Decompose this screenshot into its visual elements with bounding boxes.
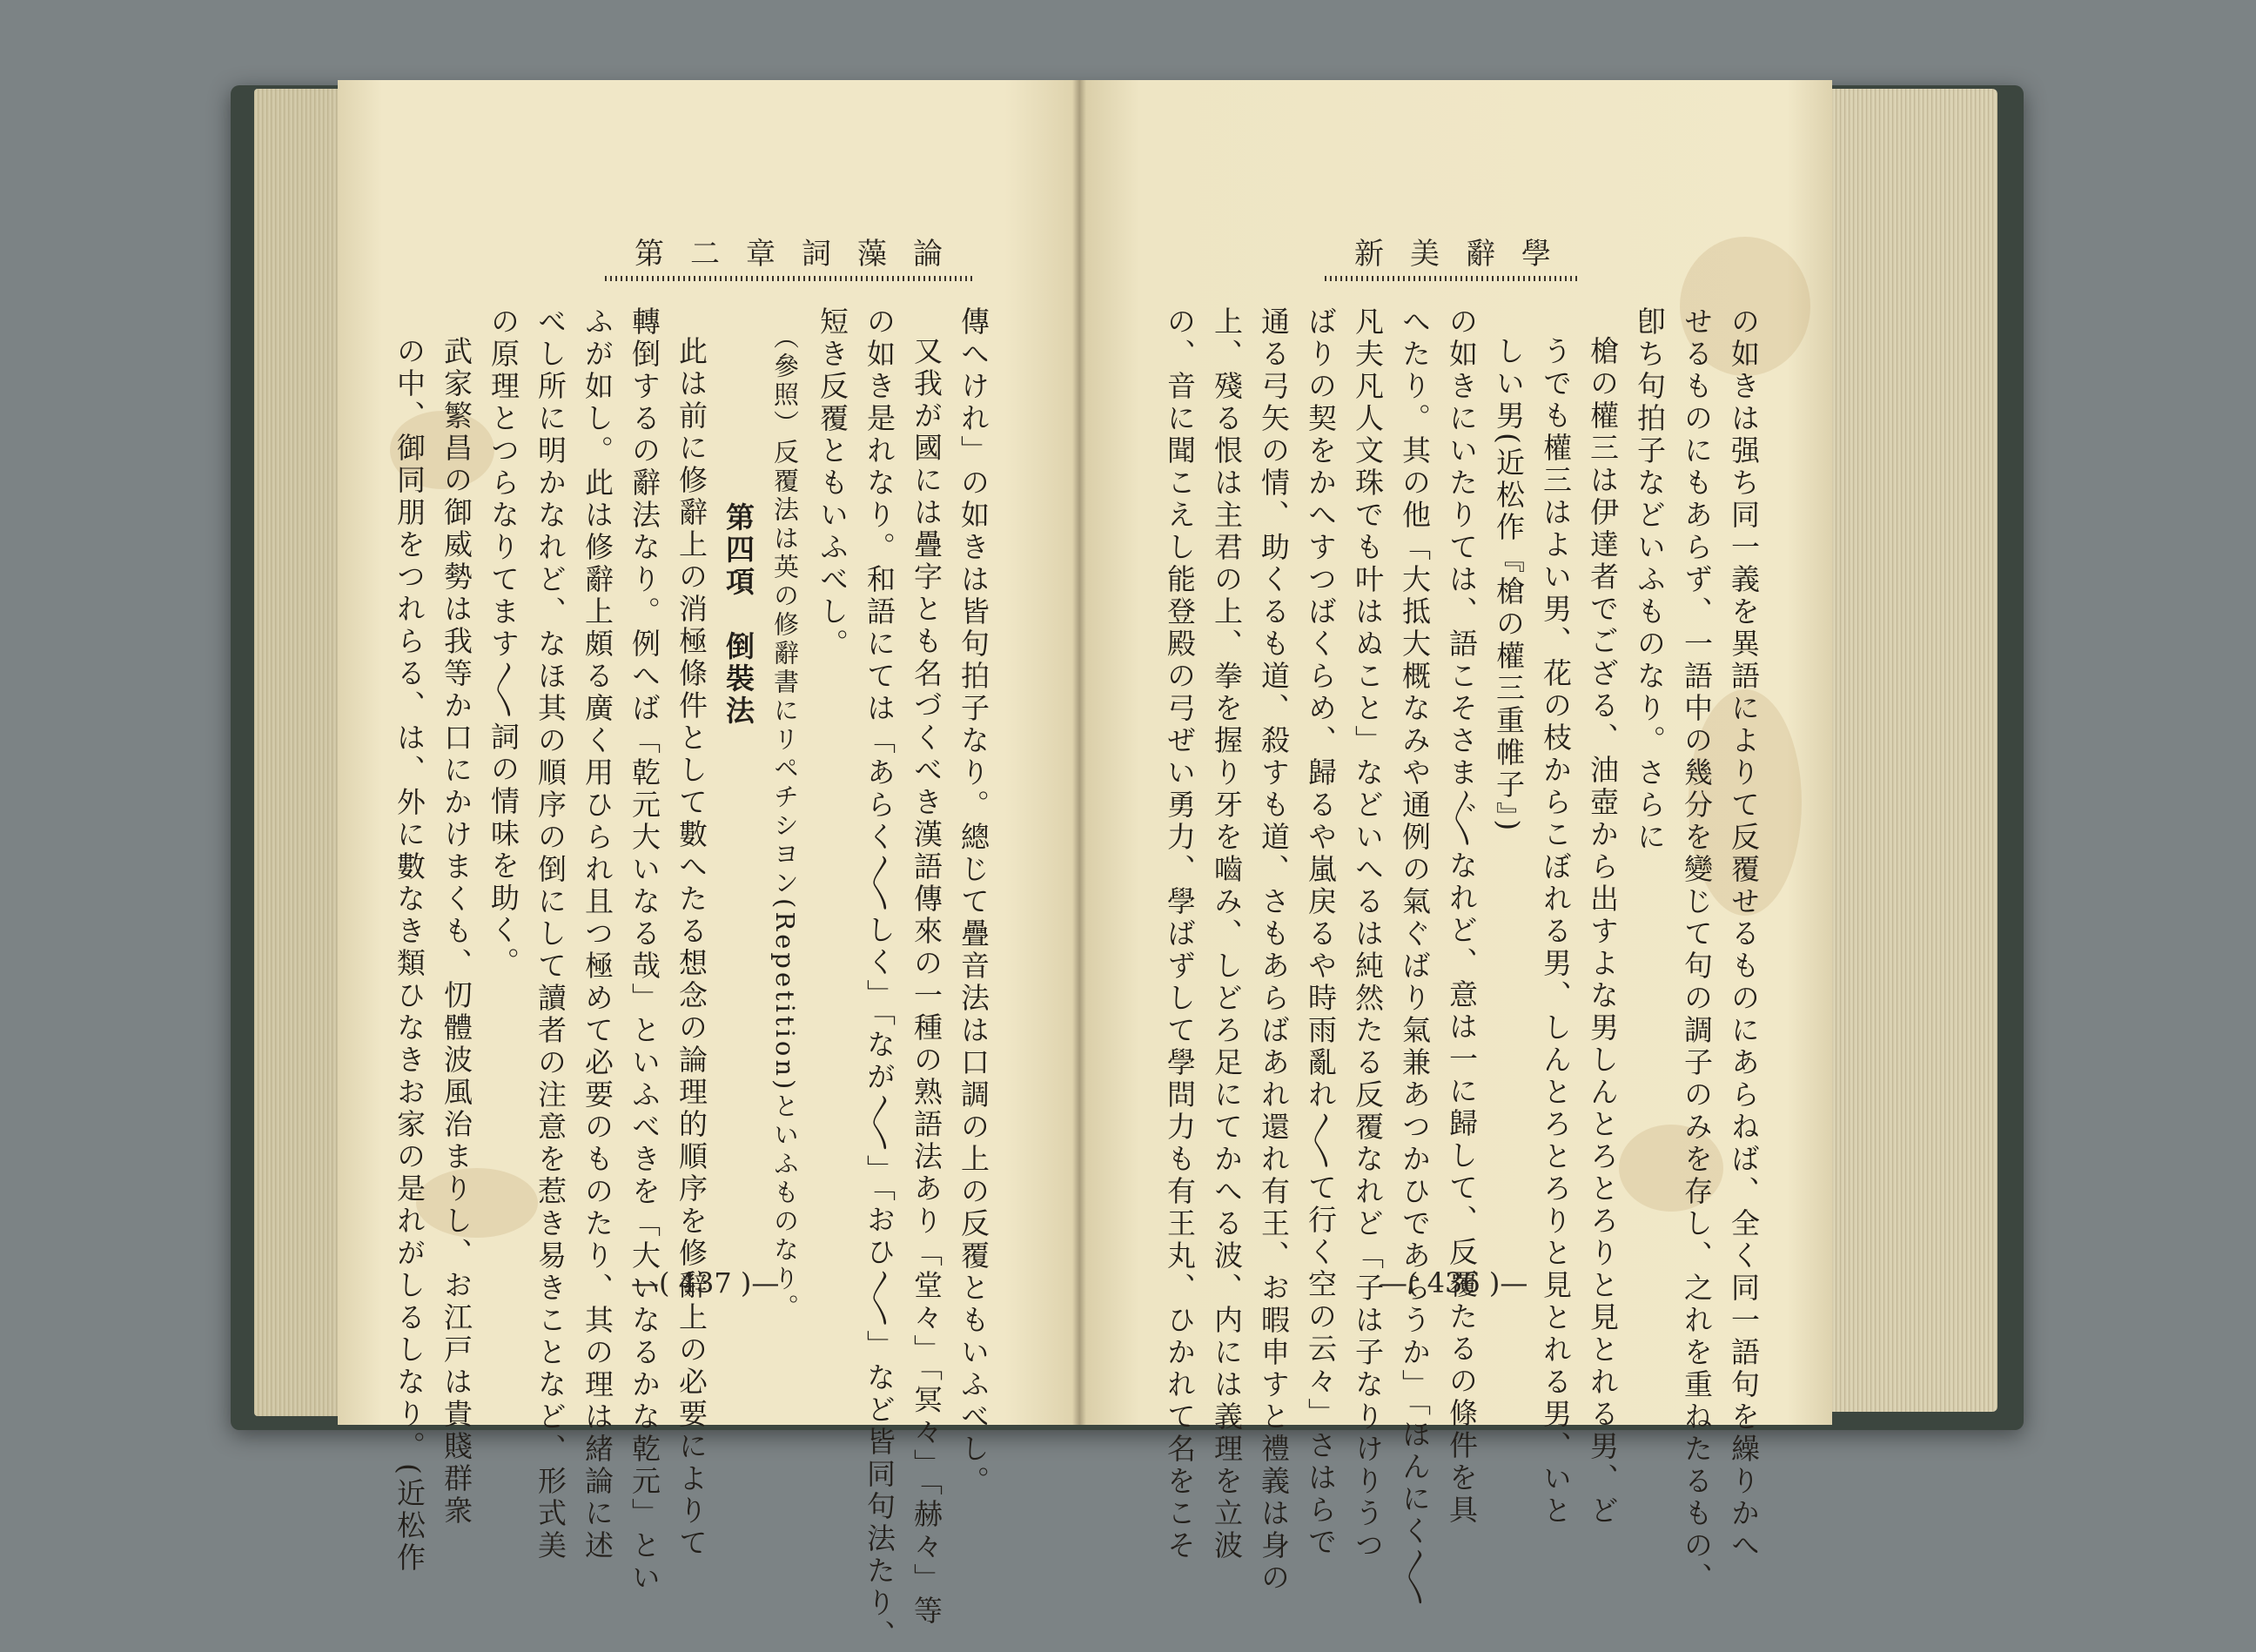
quotation-column: 槍の權三は伊達者でござる、油壺から出すよな男しんとろとろりと見とれる男、ど bbox=[1586, 336, 1620, 1528]
section-heading: 第四項 倒裝法 bbox=[722, 502, 755, 728]
text-column: 上、殘る恨は主君の上、拳を握り牙を嚙み、しどろ足にてかへる波、内には義理を立波 bbox=[1210, 306, 1244, 1562]
text-column: 短き反覆ともいふべし。 bbox=[816, 306, 849, 661]
page-number-right: —( 436 )— bbox=[1380, 1266, 1528, 1299]
text-column: 轉倒するの辭法なり。例へば「乾元大いなる哉」といふべきを「大いなるかな乾元」とい bbox=[628, 306, 661, 1595]
text-column: ふが如し。此は修辭上頗る廣く用ひられ且つ極めて必要のものたり、其の理は緒論に述 bbox=[581, 306, 614, 1562]
text-column: 此は前に修辭上の消極條件として數へたる想念の論理的順序を修辭上の必要によりて bbox=[675, 336, 708, 1560]
running-header-right: 新美辭學 bbox=[1325, 225, 1581, 279]
text-column: せるものにもあらず、一語中の幾分を變じて句の調子のみを存し、之れを重ねたるもの、 bbox=[1680, 306, 1714, 1595]
page-number-left: —( 437 )— bbox=[631, 1266, 780, 1299]
text-column: 傳へけれ」の如きは皆句拍子なり。總じて疊音法は口調の上の反覆ともいふべし。 bbox=[957, 306, 990, 1498]
quotation-column: の中、御同朋をつれらる、は、外に數なき類ひなきお家の是れがしるしなり。(近松作 bbox=[393, 336, 426, 1575]
text-column: の原理とつらなりてます〳〵詞の情味を助く。 bbox=[487, 306, 520, 979]
text-column: の、音に聞こえし能登殿の弓ぜい勇力、學ばずして學問力も有王丸、ひかれて名をこそ bbox=[1163, 306, 1197, 1562]
running-header-left: 第二章詞藻論 bbox=[605, 225, 972, 279]
quotation-column: しい男(近松作『槍の權三重帷子』) bbox=[1492, 336, 1526, 835]
page-edges-right bbox=[1815, 89, 1998, 1412]
text-column: べし所に明かなれど、なほ其の順序の倒にして讀者の注意を惹き易きことなど、形式美 bbox=[534, 306, 567, 1562]
quotation-column: 武家繁昌の御威勢は我等か口にかけまくも、忉體波風治まりし、お江戸は貴賤群衆 bbox=[440, 336, 473, 1528]
text-column: 凡夫凡人文珠でも叶はぬこと」などいへるは純然たる反覆なれど「子は子なりけりうつ bbox=[1351, 306, 1385, 1562]
text-column: の如きは强ち同一義を異語によりて反覆せるものにあらねば、全く同一語句を繰りかへ bbox=[1727, 306, 1761, 1562]
page-edges-left bbox=[254, 89, 348, 1416]
text-column: 卽ち句拍子などいふものなり。さらに bbox=[1633, 306, 1667, 854]
book-gutter bbox=[1072, 80, 1086, 1425]
text-column: ばりの契をかへすつばくらめ、歸るや嵐戻るや時雨亂れ〳〵て行く空の云々」さはらで bbox=[1304, 306, 1338, 1559]
quotation-column: うでも權三はよい男、花の枝からこぼれる男、しんとろとろりと見とれる男、いと bbox=[1539, 336, 1573, 1528]
text-column: へたり。其の他「大抵大概なみや通例の氣ぐばり氣兼あつかひであらうか」「ほんにく〳〵 bbox=[1398, 306, 1432, 1609]
text-column: の如きにいたりては、語こそさま〴〵なれど、意は一に歸して、反覆たるの條件を具 bbox=[1445, 306, 1479, 1527]
text-column: の如き是れなり。和語にては「あらく〳〵しく」「なが〳〵」「おひ〳〵」など皆同句法たり、 bbox=[863, 306, 896, 1652]
text-column: 又我が國には疊字とも名づくべき漢語傳來の一種の熟語法あり「堂々」「冥々」「赫々」等 bbox=[910, 336, 943, 1628]
text-column: 通る弓矢の情、助くるも道、殺すも道、さもあらばあれ還れ有王、お暇申すと禮義は身の bbox=[1257, 306, 1291, 1595]
reference-note: （參照）反覆法は英の修辭書にリペチシヨン(Repetition)といふものなり。 bbox=[770, 324, 800, 1323]
